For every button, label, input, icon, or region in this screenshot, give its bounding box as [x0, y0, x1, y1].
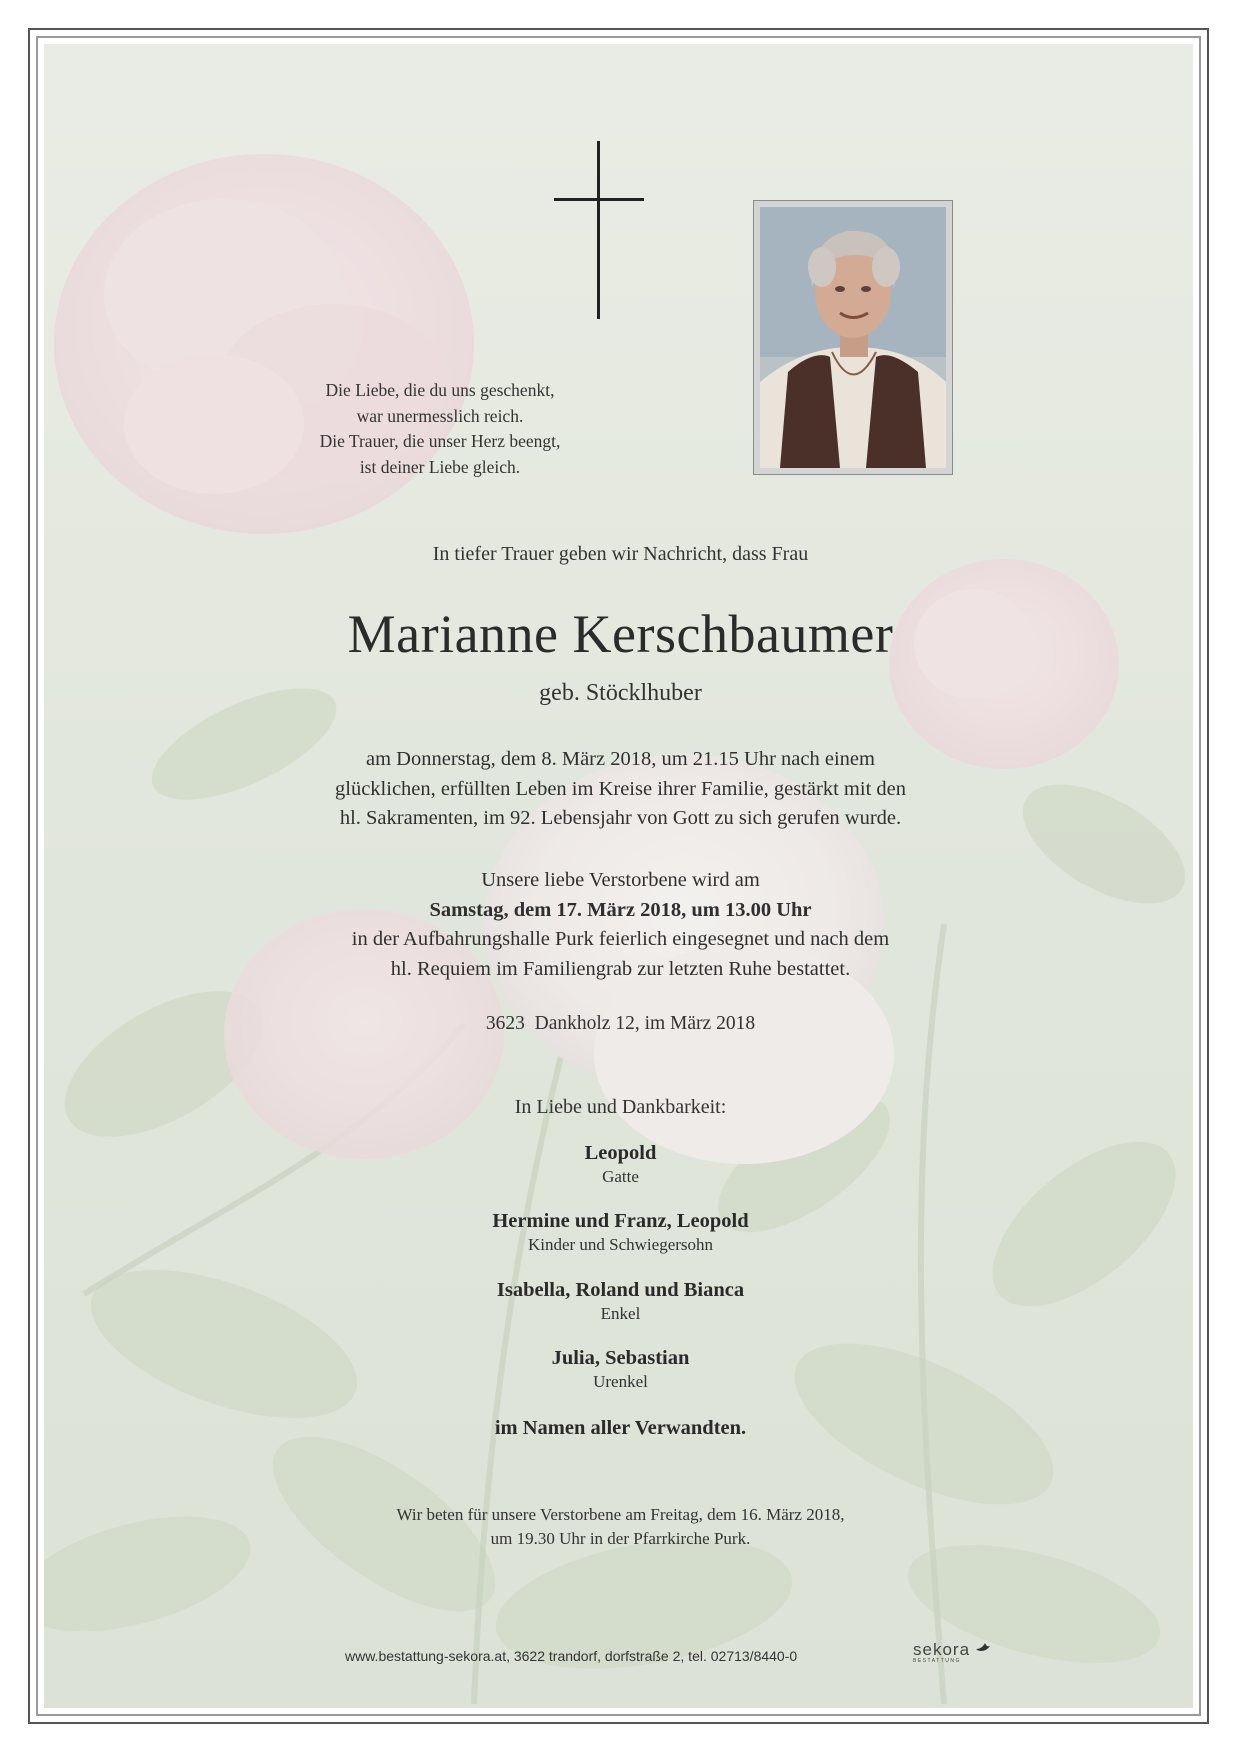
portrait-image [760, 207, 946, 468]
death-line: am Donnerstag, dem 8. März 2018, um 21.15 Uhr nach einem [366, 748, 875, 770]
mourner-relation: Enkel [600, 1304, 641, 1323]
closing-line: im Namen aller Verwandten. [494, 1417, 747, 1439]
cross-icon [554, 141, 644, 321]
announcement-intro: In tiefer Trauer geben wir Nachricht, dass Frau [432, 543, 809, 565]
mourner-relation: Kinder und Schwiegersohn [527, 1235, 714, 1254]
portrait-photo [760, 207, 946, 468]
deceased-name: Marianne Kerschbaumer [347, 604, 894, 664]
funeral-intro: Unsere liebe Verstorbene wird am [481, 869, 760, 891]
death-line: hl. Sakramenten, im 92. Lebensjahr von Gott zu sich gerufen wurde. [339, 807, 902, 829]
funeral-notice [0, 866, 1241, 984]
poem-line: Die Liebe, die du uns geschenkt, [325, 380, 555, 400]
death-line: glücklichen, erfüllten Leben im Kreise ihrer Familie, gestärkt mit den [335, 777, 906, 800]
mourner-relation: Gatte [602, 1167, 639, 1186]
funeral-line: hl. Requiem im Familiengrab zur letzten Ruhe bestattet. [390, 957, 851, 980]
poem-line: ist deiner Liebe gleich. [359, 456, 521, 477]
bird-icon [975, 1640, 991, 1654]
place-date: 3623 Dankholz 12, im März 2018 [485, 1013, 756, 1034]
mourner-entry [0, 1208, 1241, 1256]
maiden-name: geb. Stöcklhuber [539, 680, 702, 706]
portrait-frame [753, 200, 953, 475]
mourner-entry [0, 1277, 1241, 1325]
mourner-entry [0, 1140, 1241, 1188]
footer-contact: www.bestattung-sekora.at, 3622 trandorf, dorfstraße 2, tel. 02713/8440-0 [345, 1648, 798, 1664]
mourner-names: Hermine und Franz, Leopold [492, 1210, 749, 1232]
mourner-names: Julia, Sebastian [551, 1347, 690, 1369]
logo-brand: sekora [913, 1640, 971, 1659]
mourners-heading: In Liebe und Dankbarkeit: [514, 1096, 727, 1118]
prayer-line: Wir beten für unsere Verstorbene am Freitag, dem 16. März 2018, [396, 1505, 845, 1524]
funeral-line: in der Aufbahrungshalle Purk feierlich eingesegnet und nach dem [351, 928, 890, 950]
prayer-line: um 19.30 Uhr in der Pfarrkirche Purk. [490, 1529, 751, 1548]
mourner-names: Leopold [584, 1142, 657, 1164]
prayer-notice [0, 1503, 1241, 1551]
mourner-names: Isabella, Roland und Bianca [496, 1279, 745, 1301]
funeral-date: Samstag, dem 17. März 2018, um 13.00 Uhr [429, 898, 812, 921]
sekora-logo [913, 1640, 970, 1664]
mourner-relation: Urenkel [593, 1372, 648, 1391]
death-notice [0, 745, 1241, 834]
mourner-entry [0, 1345, 1241, 1393]
logo-subtitle: BESTATTUNG [913, 1658, 961, 1664]
memorial-poem [270, 378, 610, 480]
poem-line: Die Trauer, die unser Herz beengt, [319, 431, 561, 451]
poem-line: war unermesslich reich. [356, 405, 524, 426]
